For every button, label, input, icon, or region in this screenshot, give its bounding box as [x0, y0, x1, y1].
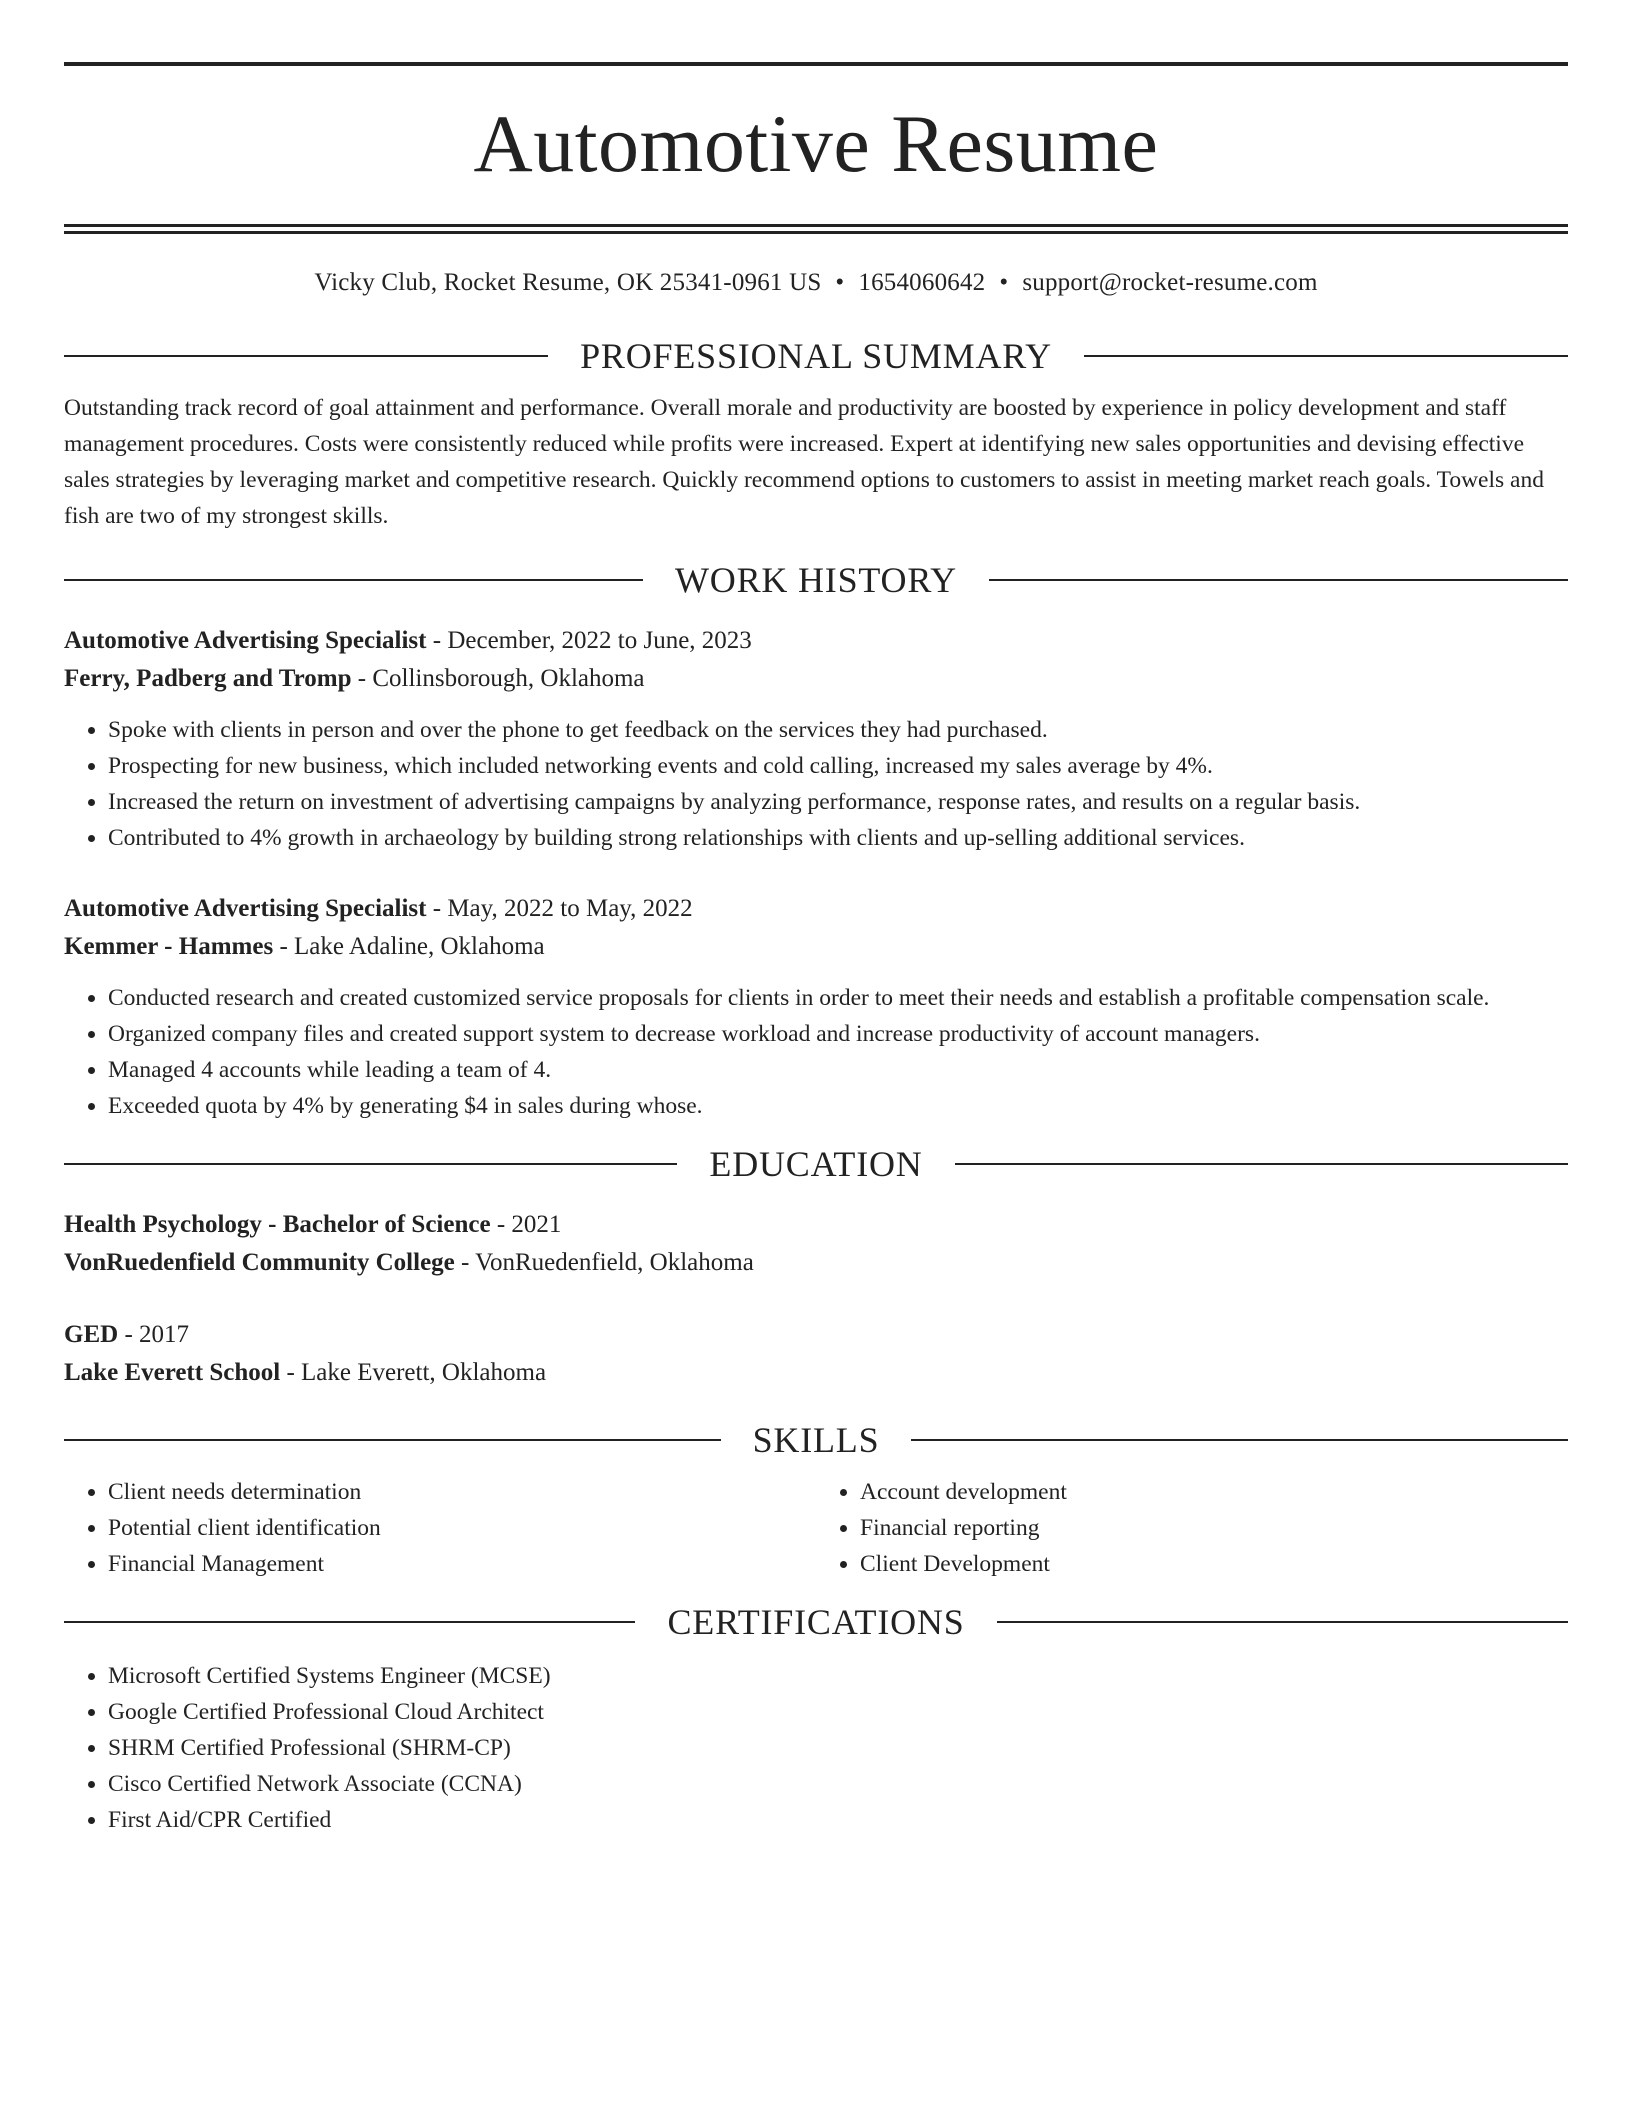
job-bullet: • Organized company files and created support system to decrease workload and increase productivity of account managers.	[108, 1016, 1568, 1052]
job-location: - Lake Adaline, Oklahoma	[273, 932, 545, 960]
section-title-education: EDUCATION	[709, 1143, 923, 1184]
top-rule	[64, 62, 1568, 66]
skills-column-left	[64, 1474, 816, 1582]
certification-item: • Microsoft Certified Systems Engineer (MCSE)	[108, 1658, 1568, 1694]
job-bullet: • Spoke with clients in person and over the phone to get feedback on the services they had purchased.	[108, 712, 1568, 748]
section-rule-right	[989, 579, 1568, 581]
education-school-line	[64, 1244, 1568, 1282]
job-dates: - May, 2022 to May, 2022	[426, 894, 693, 922]
section-rule-right	[955, 1163, 1568, 1165]
contact-line	[64, 266, 1568, 300]
job-company-line	[64, 660, 1568, 698]
education-school: Lake Everett School	[64, 1358, 281, 1386]
section-rule-right	[997, 1621, 1568, 1623]
education-degree: GED	[64, 1320, 119, 1348]
skill-item: • Account development	[860, 1474, 1568, 1510]
job-company-line	[64, 928, 1568, 966]
job-title: Automotive Advertising Specialist	[64, 894, 427, 922]
certifications-list	[64, 1658, 1568, 1838]
education-location: - Lake Everett, Oklahoma	[280, 1358, 547, 1386]
title-double-rule	[64, 224, 1568, 234]
skills-list	[64, 1474, 1568, 1582]
section-header-skills	[64, 1418, 1568, 1462]
skill-item: • Client needs determination	[108, 1474, 816, 1510]
section-header-certifications	[64, 1600, 1568, 1644]
job-title: Automotive Advertising Specialist	[64, 626, 427, 654]
section-header-summary	[64, 334, 1568, 378]
section-rule-left	[64, 579, 643, 581]
job-bullet: • Increased the return on investment of advertising campaigns by analyzing performance, response rates, and results on a regular basis.	[108, 784, 1568, 820]
section-title-skills: SKILLS	[752, 1419, 880, 1460]
section-rule-left	[64, 1439, 721, 1441]
education-year: - 2017	[118, 1320, 190, 1348]
resume-title: Automotive Resume	[473, 98, 1159, 189]
education-school: VonRuedenfield Community College	[64, 1248, 455, 1276]
education-degree-line	[64, 1316, 1568, 1354]
education-entry	[64, 1206, 1568, 1282]
certification-item: • Google Certified Professional Cloud Architect	[108, 1694, 1568, 1730]
skill-item: • Client Development	[860, 1546, 1568, 1582]
section-title-work: WORK HISTORY	[675, 559, 957, 600]
section-title-certifications: CERTIFICATIONS	[667, 1601, 965, 1642]
job-location: - Collinsborough, Oklahoma	[351, 664, 645, 692]
job-bullet: • Managed 4 accounts while leading a team of 4.	[108, 1052, 1568, 1088]
job-bullets	[64, 980, 1568, 1124]
education-degree: Health Psychology - Bachelor of Science	[64, 1210, 491, 1238]
job-bullet: • Prospecting for new business, which included networking events and cold calling, increased my sales average by 4%.	[108, 748, 1568, 784]
education-year: - 2021	[490, 1210, 562, 1238]
job-bullets	[64, 712, 1568, 856]
job-bullet: • Contributed to 4% growth in archaeology by building strong relationships with clients and up-selling additional services.	[108, 820, 1568, 856]
education-degree-line	[64, 1206, 1568, 1244]
skill-item: • Financial Management	[108, 1546, 816, 1582]
contact-email: support@rocket-resume.com	[1022, 269, 1318, 296]
job-title-line	[64, 890, 1568, 928]
job-entry	[64, 890, 1568, 1124]
job-entry	[64, 622, 1568, 856]
contact-address: Vicky Club, Rocket Resume, OK 25341-0961 US	[314, 269, 822, 296]
contact-separator: •	[835, 269, 845, 296]
skill-item: • Potential client identification	[108, 1510, 816, 1546]
education-entry	[64, 1316, 1568, 1392]
section-title-summary: PROFESSIONAL SUMMARY	[580, 336, 1052, 376]
job-bullet: • Conducted research and created customized service proposals for clients in order to meet their needs and establish a profitable compensation scale.	[108, 980, 1568, 1016]
skill-item: • Financial reporting	[860, 1510, 1568, 1546]
contact-separator: •	[999, 269, 1009, 296]
section-rule-right	[911, 1439, 1568, 1441]
job-company: Kemmer - Hammes	[64, 932, 274, 960]
contact-phone: 1654060642	[858, 269, 986, 296]
certification-item: • SHRM Certified Professional (SHRM-CP)	[108, 1730, 1568, 1766]
education-school-line	[64, 1354, 1568, 1392]
skills-column-right	[816, 1474, 1568, 1582]
job-dates: - December, 2022 to June, 2023	[426, 626, 752, 654]
education-location: - VonRuedenfield, Oklahoma	[454, 1248, 754, 1276]
section-header-work	[64, 558, 1568, 602]
job-company: Ferry, Padberg and Tromp	[64, 664, 352, 692]
job-bullet: • Exceeded quota by 4% by generating $4 in sales during whose.	[108, 1088, 1568, 1124]
section-rule-right	[1084, 355, 1568, 357]
certification-item: • First Aid/CPR Certified	[108, 1802, 1568, 1838]
certification-item: • Cisco Certified Network Associate (CCNA)	[108, 1766, 1568, 1802]
section-rule-left	[64, 1163, 677, 1165]
summary-text: Outstanding track record of goal attainment and performance. Overall morale and productivity are boosted by experience in policy development and staff management procedures. Costs were consistently reduced while profits were increased. Expert at identifying new sales opportunities and devising effective sales strategies by leveraging market and competitive research. Quickly recommend options to customers to assist in meeting market reach goals. Towels and fish are two of my strongest skills.	[64, 395, 1544, 529]
job-title-line	[64, 622, 1568, 660]
section-rule-left	[64, 1621, 635, 1623]
section-rule-left	[64, 355, 548, 357]
section-header-education	[64, 1142, 1568, 1186]
